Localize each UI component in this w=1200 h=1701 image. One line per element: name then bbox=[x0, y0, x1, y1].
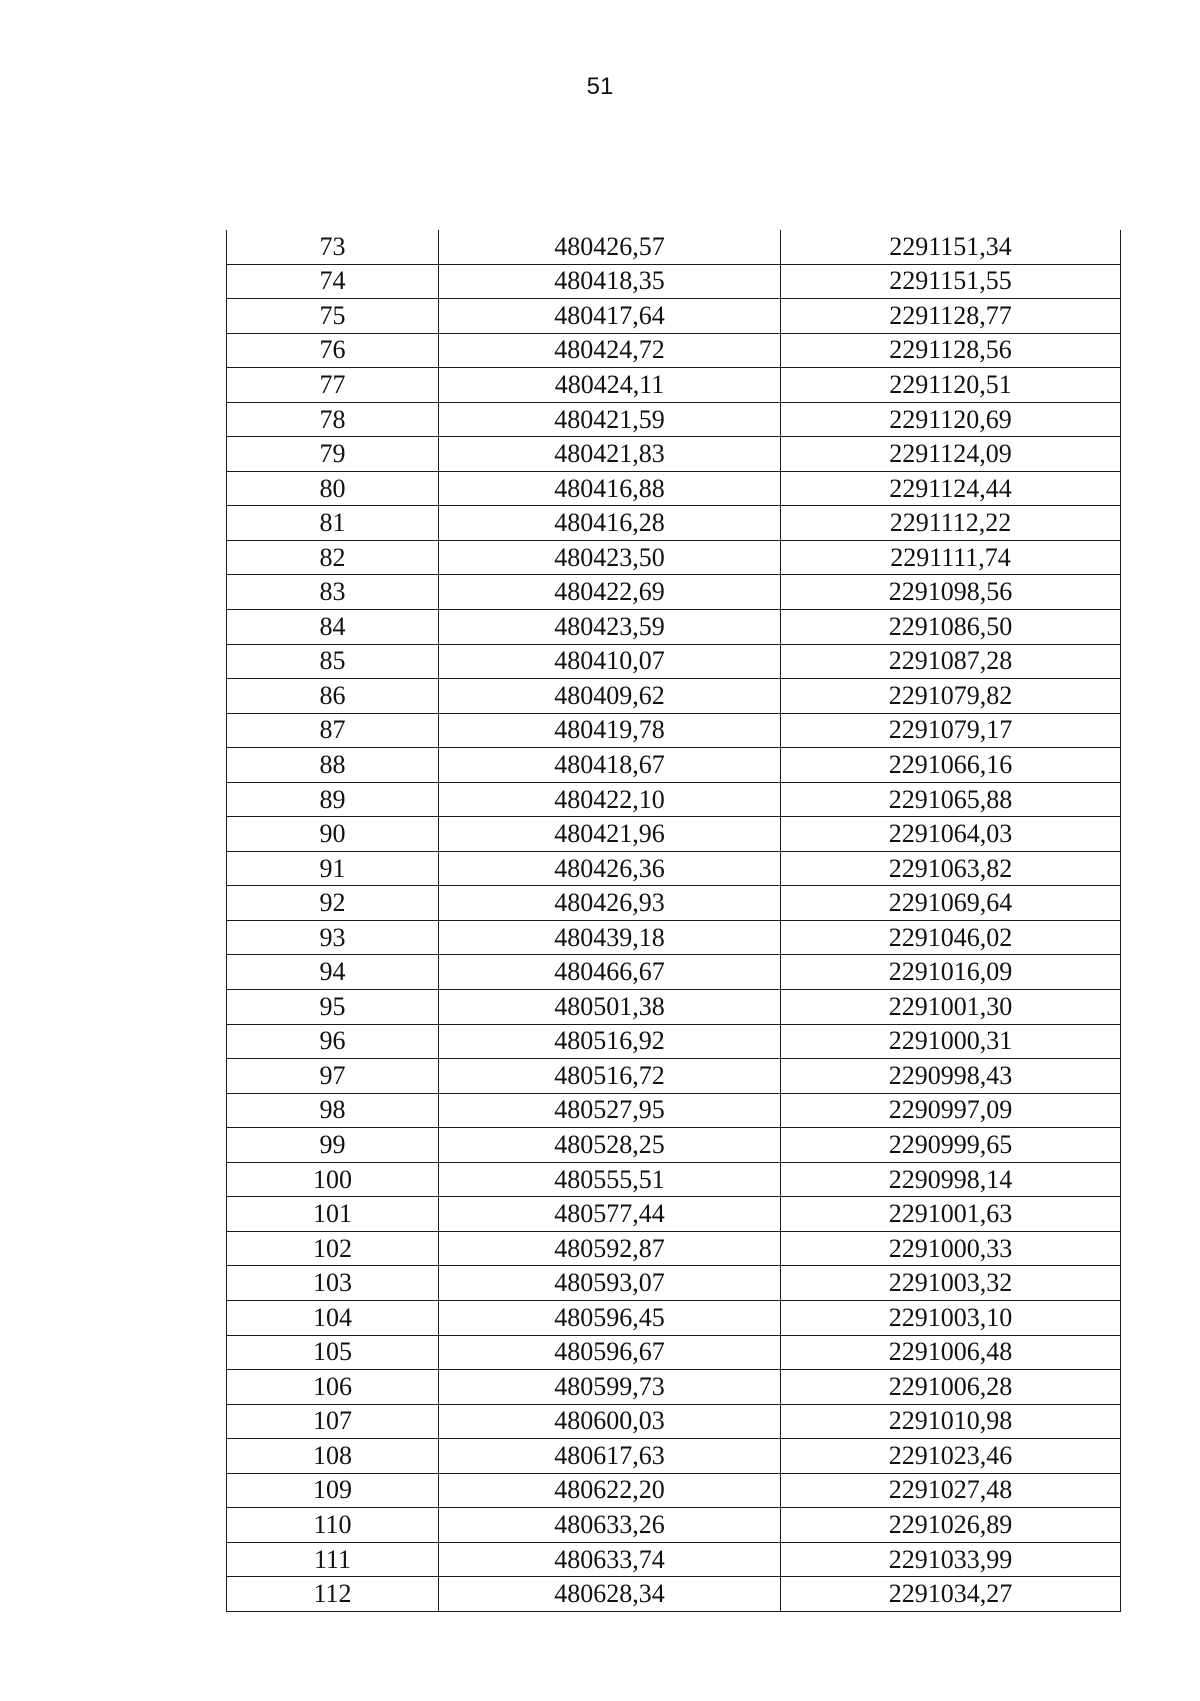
x-coordinate-cell: 480416,28 bbox=[439, 506, 781, 541]
point-number-cell: 111 bbox=[227, 1542, 439, 1577]
point-number-cell: 74 bbox=[227, 264, 439, 299]
x-coordinate-cell: 480426,57 bbox=[439, 230, 781, 264]
y-coordinate-cell: 2291124,09 bbox=[781, 437, 1121, 472]
x-coordinate-cell: 480527,95 bbox=[439, 1093, 781, 1128]
y-coordinate-cell: 2291066,16 bbox=[781, 748, 1121, 783]
x-coordinate-cell: 480555,51 bbox=[439, 1162, 781, 1197]
y-coordinate-cell: 2291033,99 bbox=[781, 1542, 1121, 1577]
x-coordinate-cell: 480596,45 bbox=[439, 1300, 781, 1335]
y-coordinate-cell: 2290998,14 bbox=[781, 1162, 1121, 1197]
x-coordinate-cell: 480424,72 bbox=[439, 333, 781, 368]
y-coordinate-cell: 2291065,88 bbox=[781, 782, 1121, 817]
table-row bbox=[227, 1093, 1121, 1128]
point-number-cell: 108 bbox=[227, 1439, 439, 1474]
y-coordinate-cell: 2291128,77 bbox=[781, 299, 1121, 334]
y-coordinate-cell: 2291046,02 bbox=[781, 920, 1121, 955]
x-coordinate-cell: 480516,72 bbox=[439, 1059, 781, 1094]
table-row bbox=[227, 1128, 1121, 1163]
y-coordinate-cell: 2291111,74 bbox=[781, 540, 1121, 575]
table-row bbox=[227, 1439, 1121, 1474]
x-coordinate-cell: 480422,69 bbox=[439, 575, 781, 610]
y-coordinate-cell: 2291128,56 bbox=[781, 333, 1121, 368]
y-coordinate-cell: 2291112,22 bbox=[781, 506, 1121, 541]
point-number-cell: 85 bbox=[227, 644, 439, 679]
point-number-cell: 75 bbox=[227, 299, 439, 334]
y-coordinate-cell: 2291010,98 bbox=[781, 1404, 1121, 1439]
table-row bbox=[227, 264, 1121, 299]
point-number-cell: 77 bbox=[227, 368, 439, 403]
coordinates-table-body bbox=[227, 230, 1121, 1611]
x-coordinate-cell: 480622,20 bbox=[439, 1473, 781, 1508]
x-coordinate-cell: 480417,64 bbox=[439, 299, 781, 334]
table-row bbox=[227, 782, 1121, 817]
point-number-cell: 83 bbox=[227, 575, 439, 610]
x-coordinate-cell: 480596,67 bbox=[439, 1335, 781, 1370]
point-number-cell: 79 bbox=[227, 437, 439, 472]
point-number-cell: 91 bbox=[227, 851, 439, 886]
point-number-cell: 97 bbox=[227, 1059, 439, 1094]
x-coordinate-cell: 480516,92 bbox=[439, 1024, 781, 1059]
table-row bbox=[227, 851, 1121, 886]
x-coordinate-cell: 480416,88 bbox=[439, 471, 781, 506]
point-number-cell: 110 bbox=[227, 1508, 439, 1543]
x-coordinate-cell: 480421,59 bbox=[439, 402, 781, 437]
table-row bbox=[227, 679, 1121, 714]
x-coordinate-cell: 480633,26 bbox=[439, 1508, 781, 1543]
point-number-cell: 86 bbox=[227, 679, 439, 714]
y-coordinate-cell: 2290997,09 bbox=[781, 1093, 1121, 1128]
y-coordinate-cell: 2291016,09 bbox=[781, 955, 1121, 990]
x-coordinate-cell: 480426,93 bbox=[439, 886, 781, 921]
point-number-cell: 90 bbox=[227, 817, 439, 852]
table-row bbox=[227, 402, 1121, 437]
table-row bbox=[227, 1162, 1121, 1197]
x-coordinate-cell: 480466,67 bbox=[439, 955, 781, 990]
table-row bbox=[227, 1508, 1121, 1543]
y-coordinate-cell: 2291120,69 bbox=[781, 402, 1121, 437]
table-row bbox=[227, 644, 1121, 679]
point-number-cell: 102 bbox=[227, 1231, 439, 1266]
table-row bbox=[227, 437, 1121, 472]
y-coordinate-cell: 2291098,56 bbox=[781, 575, 1121, 610]
table-row bbox=[227, 333, 1121, 368]
x-coordinate-cell: 480593,07 bbox=[439, 1266, 781, 1301]
x-coordinate-cell: 480418,35 bbox=[439, 264, 781, 299]
y-coordinate-cell: 2291151,55 bbox=[781, 264, 1121, 299]
table-row bbox=[227, 955, 1121, 990]
x-coordinate-cell: 480577,44 bbox=[439, 1197, 781, 1232]
point-number-cell: 112 bbox=[227, 1577, 439, 1612]
point-number-cell: 103 bbox=[227, 1266, 439, 1301]
point-number-cell: 95 bbox=[227, 990, 439, 1025]
table-row bbox=[227, 748, 1121, 783]
y-coordinate-cell: 2291006,48 bbox=[781, 1335, 1121, 1370]
table-row bbox=[227, 1577, 1121, 1612]
point-number-cell: 107 bbox=[227, 1404, 439, 1439]
y-coordinate-cell: 2291000,33 bbox=[781, 1231, 1121, 1266]
y-coordinate-cell: 2291120,51 bbox=[781, 368, 1121, 403]
table-row bbox=[227, 1335, 1121, 1370]
point-number-cell: 101 bbox=[227, 1197, 439, 1232]
point-number-cell: 92 bbox=[227, 886, 439, 921]
point-number-cell: 100 bbox=[227, 1162, 439, 1197]
table-row bbox=[227, 1266, 1121, 1301]
x-coordinate-cell: 480426,36 bbox=[439, 851, 781, 886]
x-coordinate-cell: 480409,62 bbox=[439, 679, 781, 714]
table-row bbox=[227, 506, 1121, 541]
table-row bbox=[227, 1370, 1121, 1405]
x-coordinate-cell: 480418,67 bbox=[439, 748, 781, 783]
point-number-cell: 94 bbox=[227, 955, 439, 990]
table-row bbox=[227, 1231, 1121, 1266]
point-number-cell: 96 bbox=[227, 1024, 439, 1059]
y-coordinate-cell: 2290999,65 bbox=[781, 1128, 1121, 1163]
x-coordinate-cell: 480424,11 bbox=[439, 368, 781, 403]
table-row bbox=[227, 575, 1121, 610]
point-number-cell: 73 bbox=[227, 230, 439, 264]
y-coordinate-cell: 2291151,34 bbox=[781, 230, 1121, 264]
y-coordinate-cell: 2291023,46 bbox=[781, 1439, 1121, 1474]
y-coordinate-cell: 2291079,17 bbox=[781, 713, 1121, 748]
x-coordinate-cell: 480599,73 bbox=[439, 1370, 781, 1405]
x-coordinate-cell: 480423,50 bbox=[439, 540, 781, 575]
y-coordinate-cell: 2291001,63 bbox=[781, 1197, 1121, 1232]
table-row bbox=[227, 1197, 1121, 1232]
table-row bbox=[227, 368, 1121, 403]
x-coordinate-cell: 480633,74 bbox=[439, 1542, 781, 1577]
point-number-cell: 88 bbox=[227, 748, 439, 783]
table-row bbox=[227, 817, 1121, 852]
table-row bbox=[227, 1059, 1121, 1094]
y-coordinate-cell: 2291026,89 bbox=[781, 1508, 1121, 1543]
table-row bbox=[227, 1404, 1121, 1439]
table-row bbox=[227, 990, 1121, 1025]
table-row bbox=[227, 886, 1121, 921]
y-coordinate-cell: 2291086,50 bbox=[781, 610, 1121, 645]
y-coordinate-cell: 2291003,32 bbox=[781, 1266, 1121, 1301]
point-number-cell: 98 bbox=[227, 1093, 439, 1128]
table-row bbox=[227, 299, 1121, 334]
x-coordinate-cell: 480421,83 bbox=[439, 437, 781, 472]
point-number-cell: 87 bbox=[227, 713, 439, 748]
table-row bbox=[227, 230, 1121, 264]
x-coordinate-cell: 480592,87 bbox=[439, 1231, 781, 1266]
table-row bbox=[227, 920, 1121, 955]
coordinates-table bbox=[226, 230, 1121, 1612]
x-coordinate-cell: 480617,63 bbox=[439, 1439, 781, 1474]
x-coordinate-cell: 480419,78 bbox=[439, 713, 781, 748]
y-coordinate-cell: 2290998,43 bbox=[781, 1059, 1121, 1094]
point-number-cell: 76 bbox=[227, 333, 439, 368]
point-number-cell: 99 bbox=[227, 1128, 439, 1163]
x-coordinate-cell: 480421,96 bbox=[439, 817, 781, 852]
table-row bbox=[227, 713, 1121, 748]
point-number-cell: 93 bbox=[227, 920, 439, 955]
point-number-cell: 89 bbox=[227, 782, 439, 817]
x-coordinate-cell: 480423,59 bbox=[439, 610, 781, 645]
x-coordinate-cell: 480628,34 bbox=[439, 1577, 781, 1612]
y-coordinate-cell: 2291063,82 bbox=[781, 851, 1121, 886]
point-number-cell: 84 bbox=[227, 610, 439, 645]
table-row bbox=[227, 610, 1121, 645]
y-coordinate-cell: 2291006,28 bbox=[781, 1370, 1121, 1405]
x-coordinate-cell: 480528,25 bbox=[439, 1128, 781, 1163]
point-number-cell: 106 bbox=[227, 1370, 439, 1405]
y-coordinate-cell: 2291001,30 bbox=[781, 990, 1121, 1025]
page-number: 51 bbox=[586, 73, 614, 100]
y-coordinate-cell: 2291069,64 bbox=[781, 886, 1121, 921]
table-row bbox=[227, 1542, 1121, 1577]
point-number-cell: 109 bbox=[227, 1473, 439, 1508]
table-row bbox=[227, 1300, 1121, 1335]
y-coordinate-cell: 2291003,10 bbox=[781, 1300, 1121, 1335]
point-number-cell: 78 bbox=[227, 402, 439, 437]
y-coordinate-cell: 2291064,03 bbox=[781, 817, 1121, 852]
x-coordinate-cell: 480410,07 bbox=[439, 644, 781, 679]
y-coordinate-cell: 2291000,31 bbox=[781, 1024, 1121, 1059]
x-coordinate-cell: 480600,03 bbox=[439, 1404, 781, 1439]
table-row bbox=[227, 471, 1121, 506]
point-number-cell: 80 bbox=[227, 471, 439, 506]
point-number-cell: 82 bbox=[227, 540, 439, 575]
x-coordinate-cell: 480501,38 bbox=[439, 990, 781, 1025]
point-number-cell: 104 bbox=[227, 1300, 439, 1335]
y-coordinate-cell: 2291027,48 bbox=[781, 1473, 1121, 1508]
point-number-cell: 81 bbox=[227, 506, 439, 541]
point-number-cell: 105 bbox=[227, 1335, 439, 1370]
table-row bbox=[227, 540, 1121, 575]
y-coordinate-cell: 2291087,28 bbox=[781, 644, 1121, 679]
table-row bbox=[227, 1473, 1121, 1508]
y-coordinate-cell: 2291124,44 bbox=[781, 471, 1121, 506]
table-row bbox=[227, 1024, 1121, 1059]
x-coordinate-cell: 480422,10 bbox=[439, 782, 781, 817]
x-coordinate-cell: 480439,18 bbox=[439, 920, 781, 955]
y-coordinate-cell: 2291034,27 bbox=[781, 1577, 1121, 1612]
y-coordinate-cell: 2291079,82 bbox=[781, 679, 1121, 714]
